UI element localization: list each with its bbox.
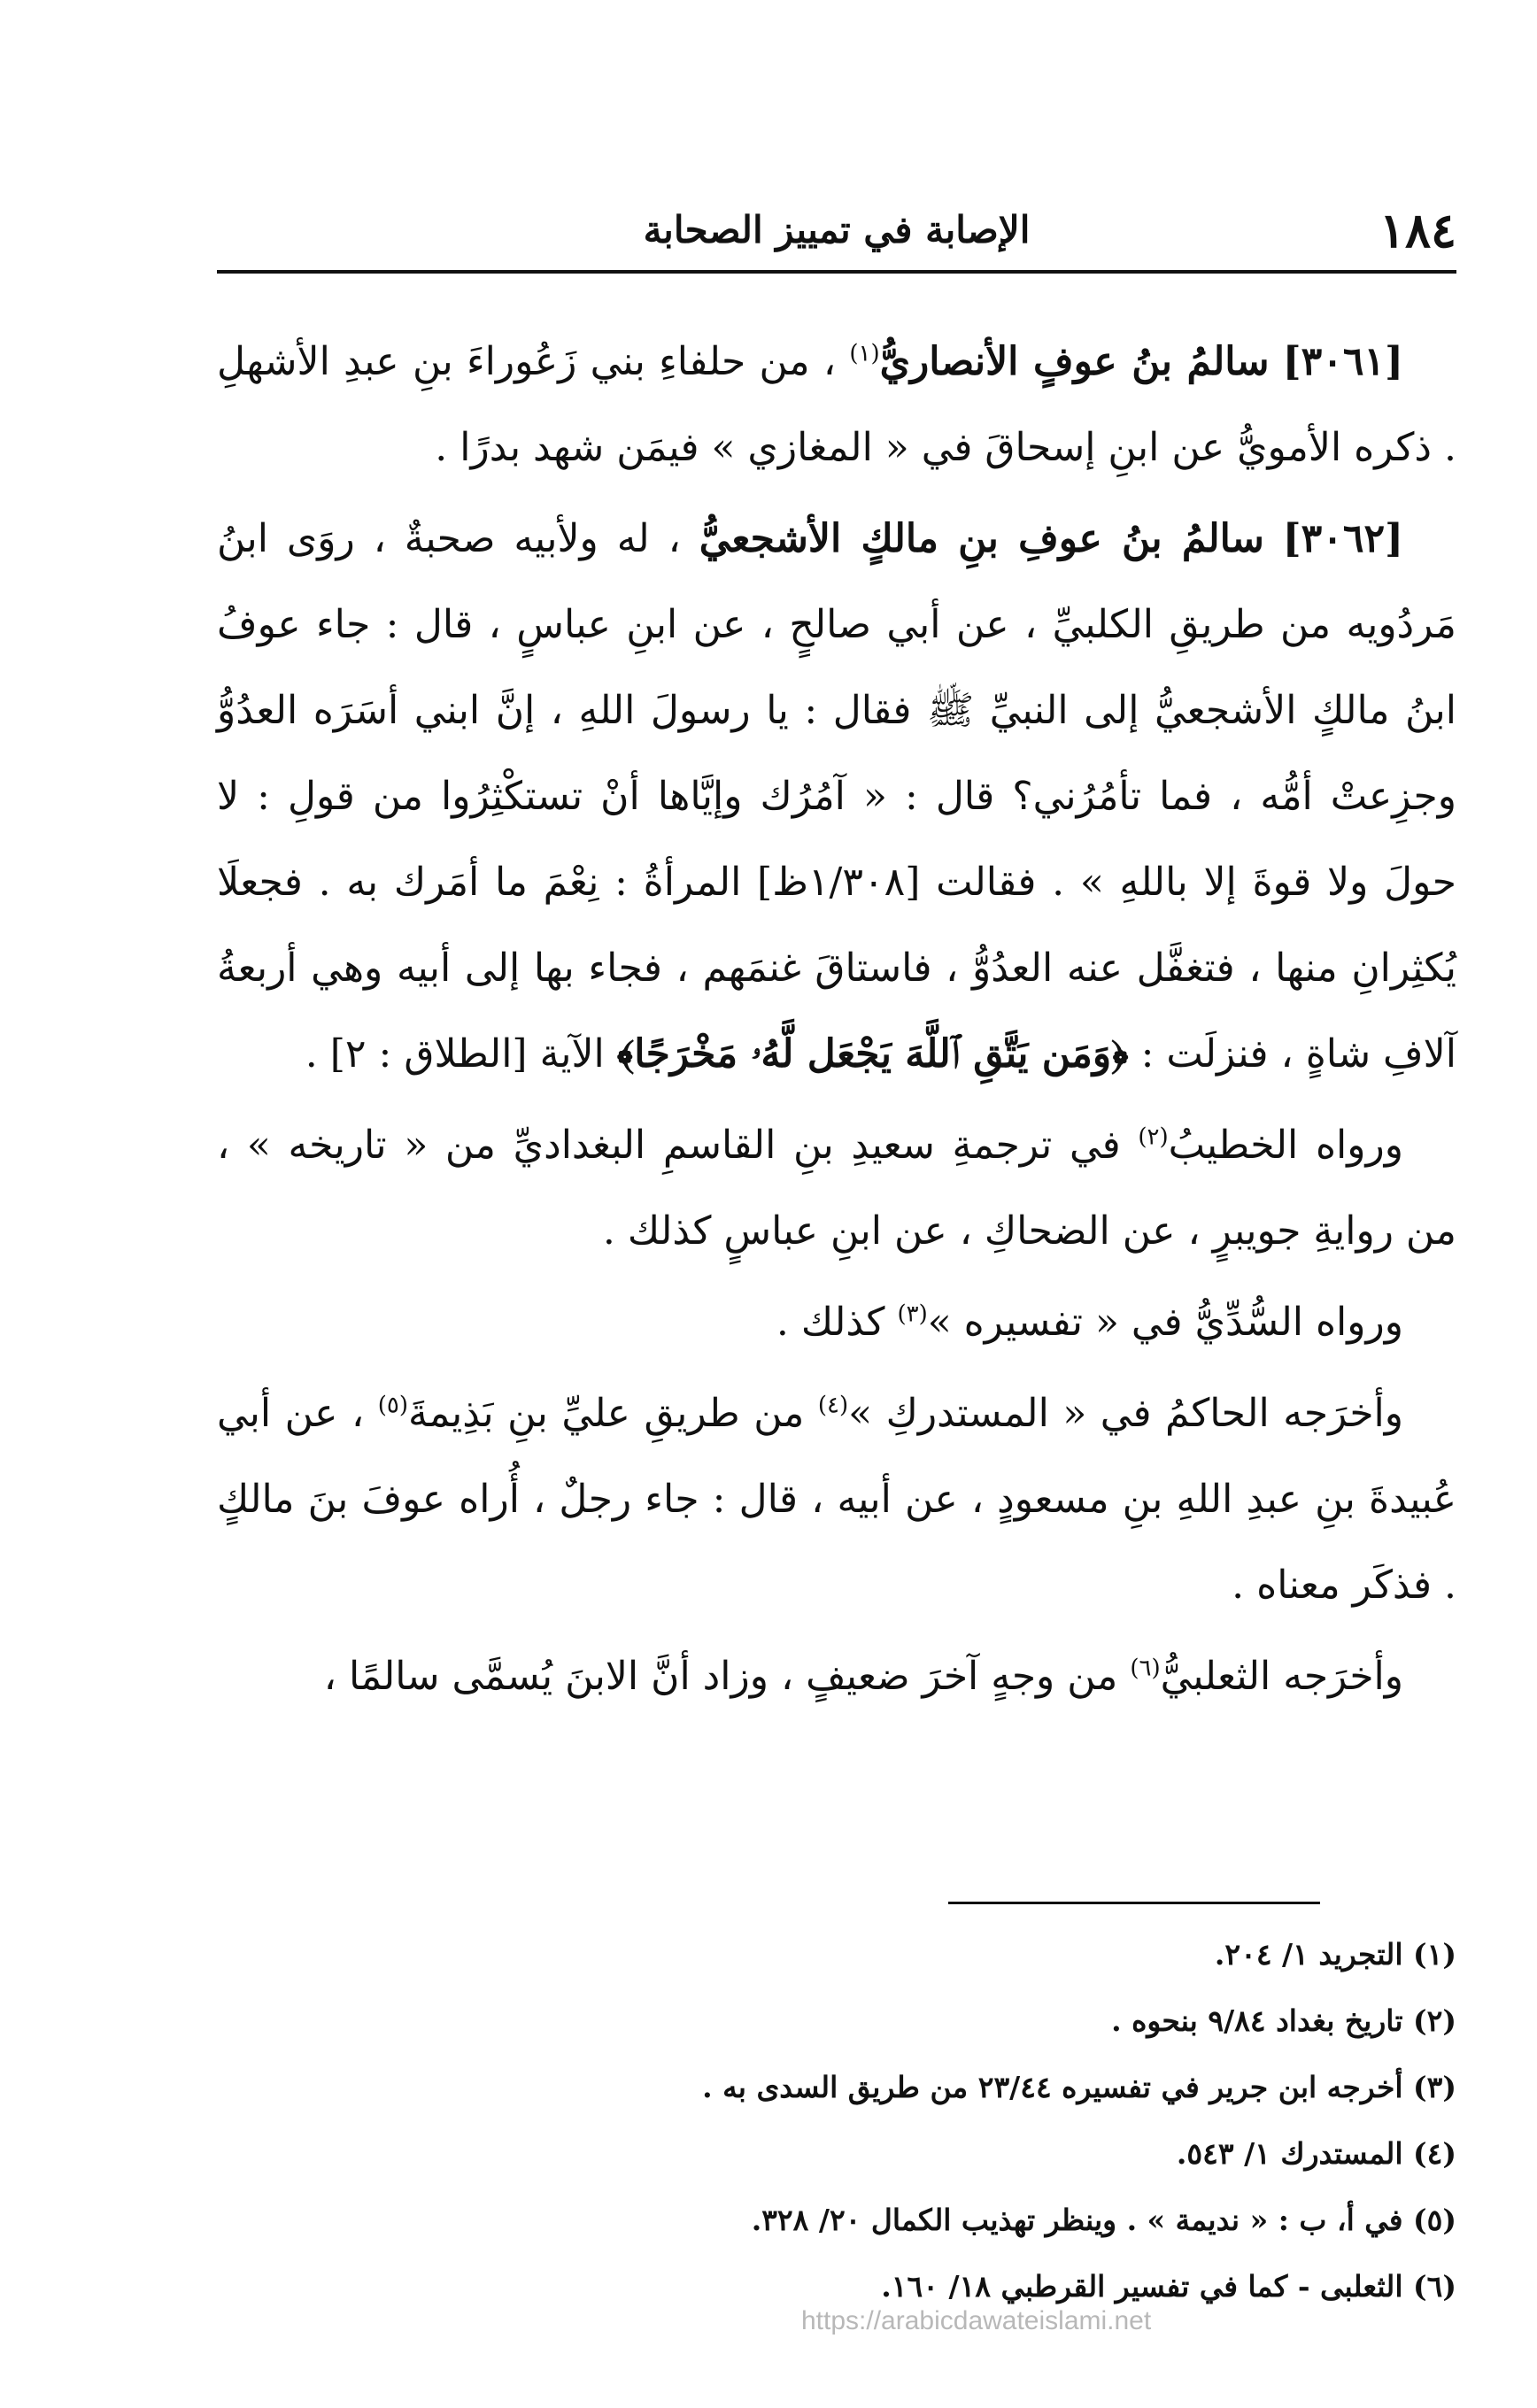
footnotes xyxy=(217,1921,1456,2319)
quran-reference: [الطلاق : ٢] xyxy=(329,1031,528,1077)
paragraph-hakim xyxy=(217,1370,1456,1628)
entry-end: . xyxy=(305,1031,318,1077)
verse-label: الآية xyxy=(539,1031,605,1077)
main-text xyxy=(217,319,1456,1725)
running-title: الإصابة في تمييز الصحابة xyxy=(643,208,1031,251)
entry-3062 xyxy=(217,496,1456,1097)
header-rule xyxy=(217,270,1456,274)
footnote-ref: (١) xyxy=(849,340,880,367)
entry-text: ، له ولأبيه صحبةٌ ، روَى ابنُ مَردُويه من طريقِ الكلبيِّ ، عن أبي صالحٍ ، عن ابنِ عباسٍ ، قال : جاء عوفُ ابنُ مالكٍ الأشجعيُّ إلى النبيِّ ﷺ فقال : يا رسولَ اللهِ ، إنَّ ابني أسَرَه العدُوُّ وجزِعتْ أمُّه ، فما تأمُرُني؟ قال : « آمُرُك وإيَّاها أنْ تستكْثِرُوا من قولِ : لا حولَ ولا قوةَ إلا باللهِ » . فقالت xyxy=(217,516,1456,905)
entry-text: ، من حلفاءِ بني زَعُوراءَ بنِ عبدِ الأشهلِ . ذكره الأمويُّ عن ابنِ إسحاقَ في « المغازي » فيمَن شهد بدرًا . xyxy=(217,339,1456,470)
footnote-rule xyxy=(948,1902,1320,1904)
paragraph-suddi xyxy=(217,1279,1456,1365)
footnote-1: (١) التجريد ١/ ٢٠٤. xyxy=(1214,1937,1456,1972)
footnote-4: (٤) المستدرك ١/ ٥٤٣. xyxy=(1176,2136,1456,2171)
paragraph-text: ، عن أبي عُبيدةَ بنِ عبدِ اللهِ بنِ مسعودٍ ، عن أبيه ، قال : جاء رجلٌ ، أُراه عوفَ بنَ مالكٍ . فذكَر معناه . xyxy=(217,1391,1456,1608)
footnote-5: (٥) في أ، ب : « نديمة » . وينظر تهذيب الكمال ٢٠/ ٣٢٨. xyxy=(751,2203,1456,2237)
entry-3061 xyxy=(217,319,1456,490)
paragraph-khatib xyxy=(217,1102,1456,1274)
footnote-ref: (٤) xyxy=(817,1392,849,1419)
paragraph-text: من طريقِ عليِّ بنِ بَذِيمةَ xyxy=(408,1391,805,1436)
paragraph-text: وأخرَجه الحاكمُ في « المستدركِ » xyxy=(848,1391,1403,1436)
footnote-3: (٣) أخرجه ابن جرير في تفسيره ٢٣/٤٤ من طريق السدى به . xyxy=(702,2070,1456,2104)
entry-name: سالمُ بنُ عوفٍ الأنصاريُّ xyxy=(879,339,1270,384)
paragraph-thalabi xyxy=(217,1633,1456,1719)
footnote-ref: (٦) xyxy=(1130,1655,1161,1682)
footnote-ref: (٥) xyxy=(377,1392,408,1419)
paragraph-text: كذلك . xyxy=(776,1300,885,1345)
page-header xyxy=(217,199,1456,261)
paragraph-text: وأخرَجه الثعلبيُّ xyxy=(1160,1654,1403,1699)
paragraph-text: من وجهٍ آخرَ ضعيفٍ ، وزاد أنَّ الابنَ يُسمَّى سالمًا ، xyxy=(323,1654,1118,1699)
footnote-6: (٦) الثعلبى - كما في تفسير القرطبي ١٨/ ١٦٠. xyxy=(881,2269,1456,2304)
footnote-ref: (٣) xyxy=(897,1300,928,1328)
paragraph-text: ورواه الخطيبُ xyxy=(1168,1123,1403,1168)
entry-name: سالمُ بنُ عوفِ بنِ مالكٍ الأشجعيُّ xyxy=(699,516,1264,561)
paragraph-text: ورواه السُّدِّيُّ في « تفسيره » xyxy=(927,1300,1403,1345)
paragraph-text: في ترجمةِ سعيدِ بنِ القاسمِ البغداديِّ من « تاريخه » ، من روايةِ جويبرٍ ، عن الضحاكِ ، عن ابنِ عباسٍ كذلك . xyxy=(217,1123,1456,1254)
page-number: ١٨٤ xyxy=(1379,202,1456,259)
footnote-2: (٢) تاريخ بغداد ٩/٨٤ بنحوه . xyxy=(1111,2003,1456,2038)
entry-text-continued: المرأةُ : نِعْمَ ما أمَرك به . فجعلَا يُكثِرانِ منها ، فتغفَّل عنه العدُوُّ ، فاستاقَ غنمَهم ، فجاء بها إلى أبيه وهي أربعةُ آلافِ شاةٍ ، فنزلَت : xyxy=(217,860,1456,1077)
watermark-url: https://arabicdawateislami.net xyxy=(801,2306,1152,2335)
entry-number: [٣٠٦٢] xyxy=(1282,516,1403,561)
footnote-ref: (٢) xyxy=(1138,1123,1169,1151)
quran-verse: ﴿وَمَن يَتَّقِ ٱللَّهَ يَجْعَل لَّهُۥ مَخْرَجًا﴾ xyxy=(616,1031,1129,1077)
entry-number: [٣٠٦١] xyxy=(1282,339,1403,384)
manuscript-page-ref: [١/٣٠٨ظ] xyxy=(757,860,921,905)
